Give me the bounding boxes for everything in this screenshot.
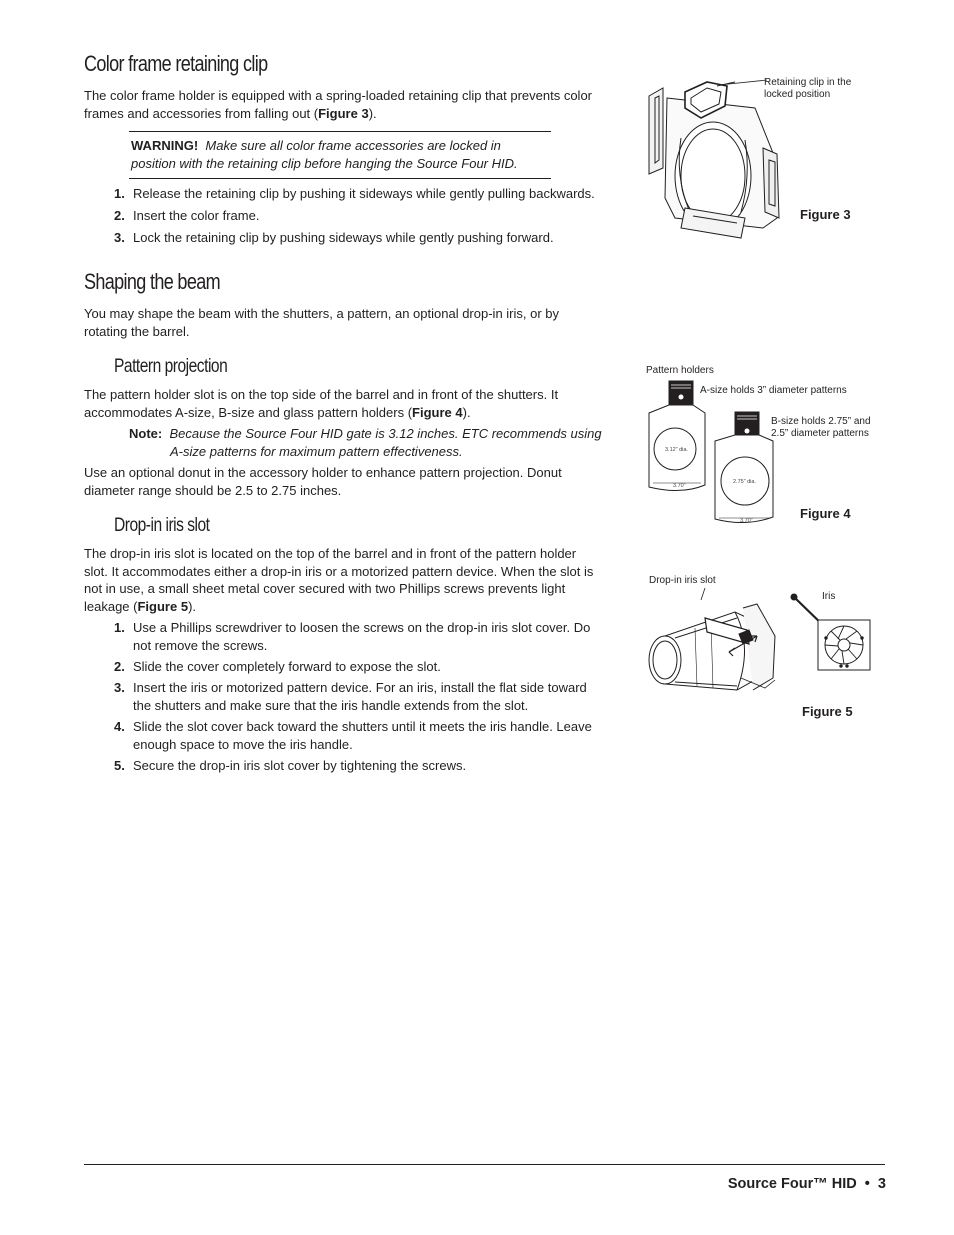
list-item [114, 229, 644, 247]
para-line [84, 404, 644, 422]
figure4-label: Figure 4 [800, 506, 851, 521]
intro-line: rotating the barrel. [84, 323, 190, 339]
step-line: the shutters and make sure that the iris handle extends from the slot. [133, 697, 529, 713]
step-text: Release the retaining clip by pushing it sideways while gently pulling backwards. [133, 186, 595, 201]
a-size-diameter: 3.12” dia. [665, 447, 688, 453]
list-item [114, 679, 644, 715]
barrel-illustration [645, 586, 780, 698]
step-line: enough space to move the iris handle. [133, 736, 353, 752]
drop-in-iris-para [84, 545, 644, 615]
list-item [114, 207, 644, 225]
step-text: Secure the drop-in iris slot cover by tightening the screws. [133, 758, 467, 773]
warning-label: WARNING! [131, 138, 199, 153]
color-frame-holder-illustration [645, 78, 785, 243]
a-size-width: 3.70” [673, 483, 686, 489]
warning-text: position with the retaining clip before hanging the Source Four HID. [131, 155, 518, 171]
iris-illustration [786, 588, 872, 672]
intro-line [84, 105, 644, 123]
warning-text: Make sure all color frame accessories are locked in [205, 138, 501, 153]
intro-text: ). [368, 105, 377, 121]
figure3-callout [764, 77, 884, 101]
callout-line: B-size holds 2.75” and [771, 416, 871, 427]
para-line: The pattern holder slot is on the top side of the barrel and in front of the shutters. It [84, 387, 559, 402]
step-number: 3. [114, 230, 125, 245]
step-line: Use a Phillips screwdriver to loosen the screws on the drop-in iris slot cover. Do [133, 620, 591, 635]
intro-text: frames and accessories from falling out ( [84, 105, 319, 121]
para-line: diameter range should be 2.5 to 2.75 inches. [84, 482, 342, 498]
para-line: Use an optional donut in the accessory holder to enhance pattern projection. Donut [84, 465, 562, 480]
intro-line: The color frame holder is equipped with a spring-loaded retaining clip that prevents color [84, 88, 593, 103]
figure-reference: Figure 5 [137, 598, 189, 614]
step-text: Slide the cover completely forward to expose the slot. [133, 659, 441, 674]
note-text: A-size patterns for maximum pattern effectiveness. [170, 443, 463, 459]
step-line: Insert the iris or motorized pattern device. For an iris, install the flat side toward [133, 680, 587, 695]
pattern-holders-illustration [645, 377, 780, 527]
step-number: 1. [114, 620, 125, 635]
list-item [114, 658, 644, 676]
para-text: leakage ( [84, 598, 138, 614]
section-heading-drop-in-iris: Drop-in iris slot [114, 515, 210, 536]
step-number: 5. [114, 758, 125, 773]
page-footer: Source Four™ HID • 3 [727, 1176, 886, 1192]
step-number: 3. [114, 680, 125, 695]
b-size-callout [771, 416, 901, 440]
figure3-label: Figure 3 [800, 207, 851, 222]
para-line: slot. It accommodates either a drop-in iris or a motorized pattern device. When the slot is [84, 563, 594, 579]
step-text [133, 718, 648, 753]
b-size-width: 3.70” [740, 518, 753, 524]
footer-rule [84, 1164, 885, 1165]
note-text: Because the Source Four HID gate is 3.12 inches. ETC recommends using [169, 426, 602, 441]
warning-line [131, 137, 551, 155]
step-text [133, 619, 648, 654]
callout-line: Retaining clip in the [764, 77, 852, 88]
step-number: 1. [114, 186, 125, 201]
para-text: ). [188, 598, 197, 614]
step-number: 2. [114, 208, 125, 223]
shaping-beam-intro [84, 305, 644, 340]
step-text: Lock the retaining clip by pushing sideways while gently pushing forward. [133, 230, 554, 245]
section-heading-shaping-beam: Shaping the beam [84, 269, 220, 294]
drop-in-iris-slot-callout: Drop-in iris slot [649, 575, 716, 586]
b-size-diameter: 2.75” dia. [733, 479, 756, 485]
callout-line: 2.5” diameter patterns [771, 428, 869, 439]
para-text: accommodates A-size, B-size and glass pattern holders ( [84, 404, 413, 420]
figure-reference: Figure 3 [318, 105, 369, 121]
donut-para [84, 464, 644, 499]
note-line [129, 425, 649, 443]
step-line: Slide the slot cover back toward the shutters until it meets the iris handle. Leave [133, 719, 592, 734]
pattern-holders-callout: Pattern holders [646, 365, 714, 376]
callout-line: locked position [764, 89, 831, 100]
section-heading-color-frame: Color frame retaining clip [84, 51, 268, 76]
list-item [114, 718, 644, 754]
para-text: ). [462, 404, 471, 420]
figure-reference: Figure 4 [412, 404, 463, 420]
figure5-label: Figure 5 [802, 704, 853, 719]
para-line: The drop-in iris slot is located on the top of the barrel and in front of the pattern holder [84, 546, 577, 561]
step-text: Insert the color frame. [133, 208, 260, 223]
iris-callout: Iris [822, 591, 836, 602]
warning-box [129, 131, 551, 179]
step-text [133, 679, 648, 714]
list-item [114, 185, 644, 203]
step-line: not remove the screws. [133, 637, 268, 653]
step-number: 2. [114, 659, 125, 674]
para-line: not in use, a small sheet metal cover secured with two Phillips screws prevents light [84, 581, 566, 596]
intro-line: You may shape the beam with the shutters, a pattern, an optional drop-in iris, or by [84, 306, 560, 321]
list-item [114, 619, 644, 655]
pattern-projection-para [84, 386, 644, 421]
a-size-callout: A-size holds 3” diameter patterns [700, 385, 847, 396]
color-frame-intro [84, 87, 644, 122]
section-heading-pattern-projection: Pattern projection [114, 356, 228, 377]
note-block [129, 425, 649, 460]
note-label: Note: [129, 426, 163, 441]
step-number: 4. [114, 719, 125, 734]
para-line [84, 598, 644, 616]
list-item [114, 757, 644, 775]
